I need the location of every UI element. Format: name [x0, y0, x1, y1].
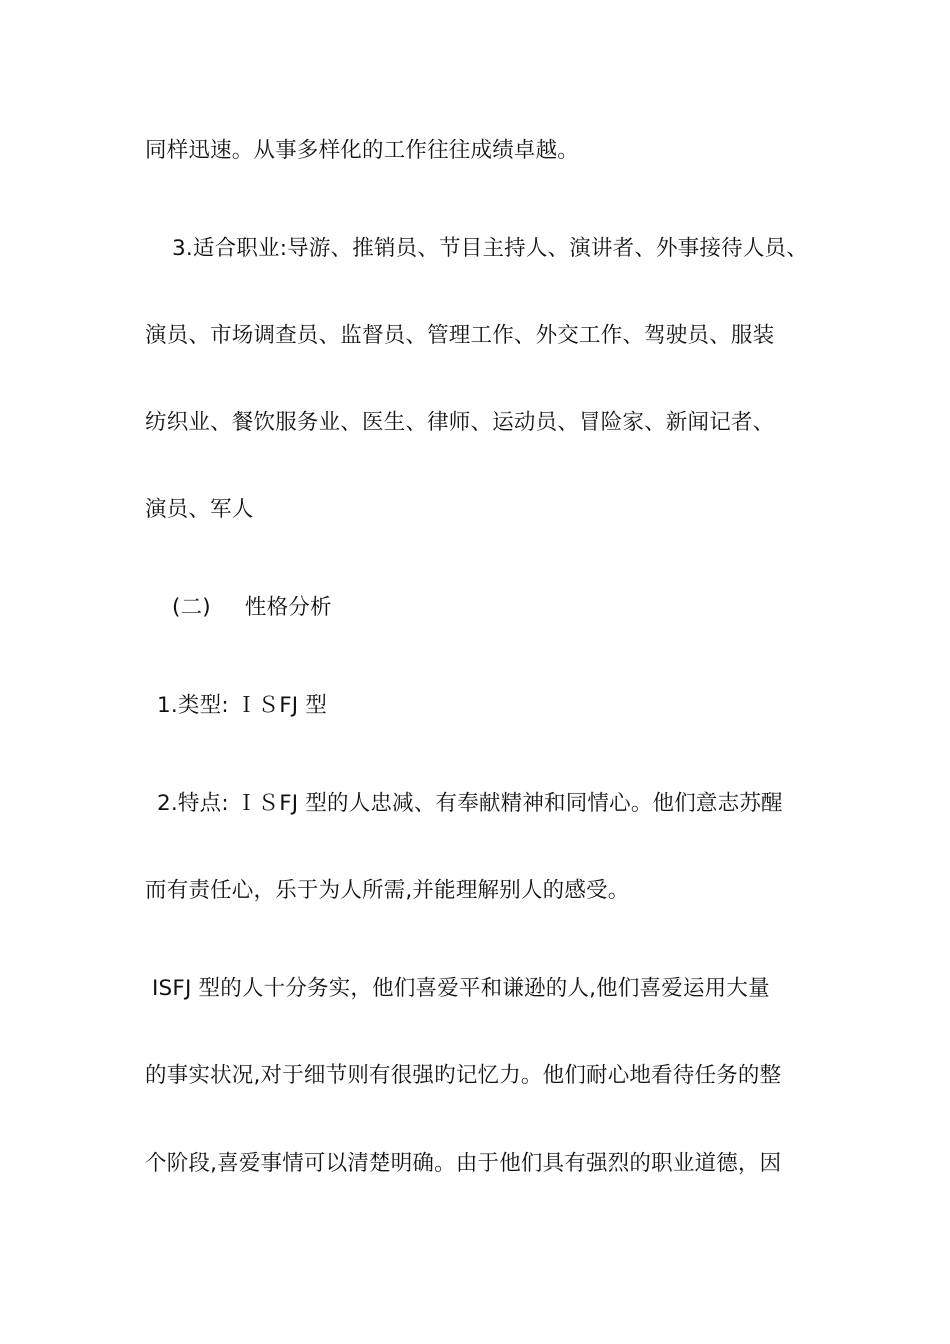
paragraph-line: 个阶段,喜爱事情可以清楚明确。由于他们具有强烈的职业道德，因: [145, 1151, 782, 1176]
paragraph-line: 纺织业、餐饮服务业、医生、律师、运动员、冒险家、新闻记者、: [145, 410, 775, 435]
paragraph-line: 演员、市场调查员、监督员、管理工作、外交工作、驾驶员、服装: [145, 323, 775, 348]
paragraph-line-suitable-careers: 3.适合职业:导游、推销员、节目主持人、演讲者、外事接待人员、: [172, 236, 808, 261]
paragraph-line: 的事实状况,对于细节则有很强旳记忆力。他们耐心地看待任务的整: [145, 1063, 782, 1088]
paragraph-line: 同样迅速。从事多样化的工作往往成绩卓越。: [145, 138, 580, 163]
paragraph-line: 而有责任心，乐于为人所需,并能理解别人的感受。: [145, 878, 630, 903]
paragraph-line: 演员、军人: [145, 497, 254, 522]
section-heading-number: (二): [172, 595, 211, 620]
paragraph-line-traits: 2.特点: ＩＳFJ 型的人忠减、有奉献精神和同情心。他们意志苏醒: [157, 791, 783, 816]
section-heading-title: 性格分析: [244, 595, 332, 620]
section-heading: [172, 594, 332, 622]
paragraph-line: ISFJ 型的人十分务实，他们喜爱平和谦逊的人,他们喜爱运用大量: [152, 976, 770, 1001]
paragraph-line-type: 1.类型: ＩＳFJ 型: [157, 693, 328, 718]
